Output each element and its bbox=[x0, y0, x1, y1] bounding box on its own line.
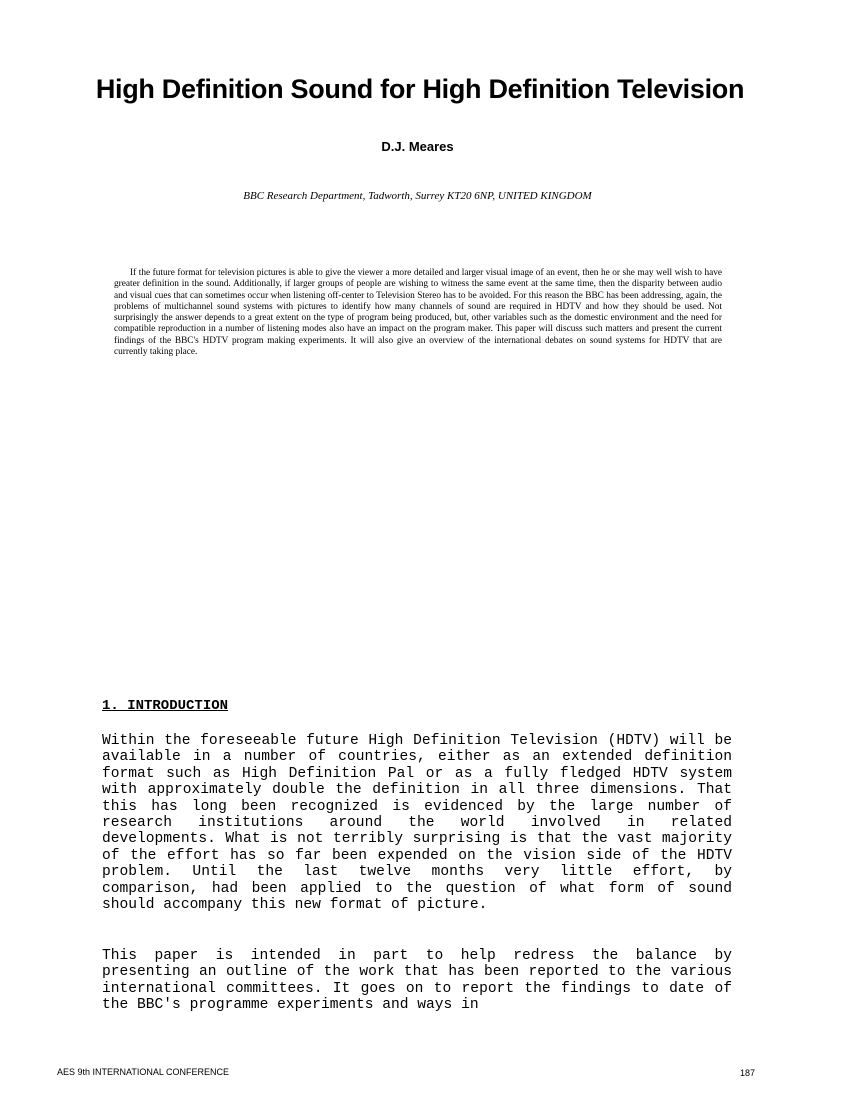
author-name: D.J. Meares bbox=[381, 139, 454, 154]
abstract: If the future format for television pictures is able to give the viewer a more detailed and larger visual image of an event, then he or she may well wish to have greater definition in the sound. Additionally, if larger groups of people are wishing to witness the same event at the same time, then the disparity between audio and visual cues that can sometimes occur when listening off-center to Television Stereo has to be avoided. For this reason the BBC has been addressing, again, the problems of multichannel sound systems with pictures to identify how many channels of sound are required in HDTV and how they should be used. Not surprisingly the answer depends to a great extent on the type of program being produced, but, other variables such as the domestic environment and the need for compatible reproduction in a number of listening modes also have an impact on the program maker. This paper will discuss such matters and present the current findings of the BBC's HDTV program making experiments. It will also give an overview of the international debates on sound systems for HDTV that are currently taking place. bbox=[114, 268, 722, 358]
section-heading: 1. INTRODUCTION bbox=[102, 698, 229, 714]
body-paragraph: This paper is intended in part to help redress the balance by presenting an outline of the work that has been reported to the various international committees. It goes on to report the findings to date of the BBC's programme experiments and ways in bbox=[102, 948, 732, 1014]
paper-title: High Definition Sound for High Definition Television bbox=[95, 74, 745, 104]
conference-footer: AES 9th INTERNATIONAL CONFERENCE bbox=[57, 1067, 230, 1077]
body-paragraph: Within the foreseeable future High Definition Television (HDTV) will be available in a number of countries, either as an extended definition format such as High Definition Pal or as a fully fledged HDTV system with approximately double the definition in all three dimensions. That this has long been recognized is evidenced by the large number of research institutions around the world involved in related developments. What is not terribly surprising is that the vast majority of the effort has so far been expended on the vision side of the HDTV problem. Until the last twelve months very little effort, by comparison, had been applied to the question of what form of sound should accompany this new format of picture. bbox=[102, 733, 732, 914]
page-number: 187 bbox=[740, 1068, 756, 1078]
author-affiliation: BBC Research Department, Tadworth, Surrey KT20 6NP, UNITED KINGDOM bbox=[243, 190, 592, 202]
